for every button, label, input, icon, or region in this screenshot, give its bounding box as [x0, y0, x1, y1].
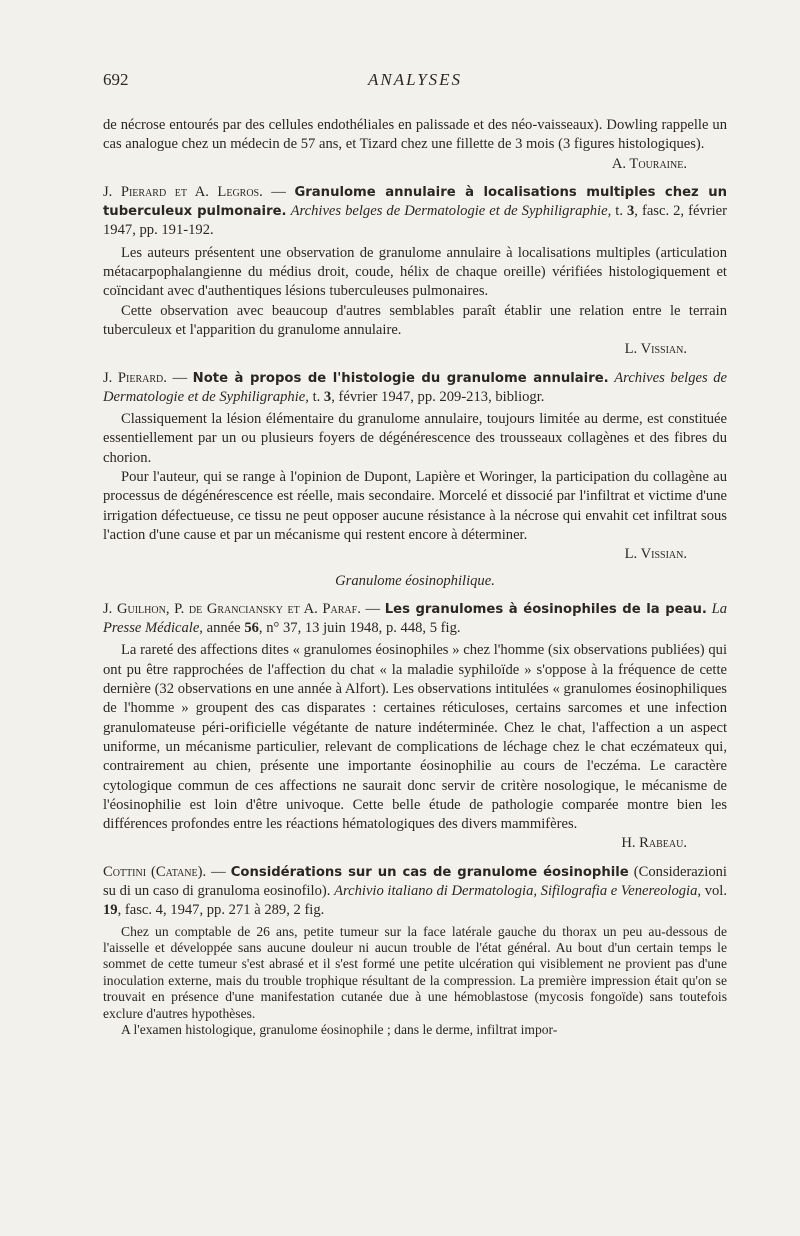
article-1-title: Granulome annulaire à localisations multiples chez un tuberculeux pulmonaire. — [103, 184, 727, 220]
article-1-volume: 3 — [627, 203, 635, 220]
article-1-signature: L. Vissian. — [624, 341, 687, 358]
article-2-signature: L. Vissian. — [624, 546, 687, 563]
article-1-details-pre: t. — [615, 203, 623, 220]
article-4-paragraph-1: Chez un comptable de 26 ans, petite tumeur sur la face latérale gauche du thorax un peu au-dessous de l'aisselle et développée sans aucune douleur ni aucun trouble de l'état général. Au bout d'un certain temps le sommet de cette tumeur s'est abrasé et il s'est formé une petite ulcération qui visiblement ne provient pas d'une inoculation externe, mais du trouble trophique résultant de la compression. La première impression était qu'on se trouvait en présence d'une manifestation cutanée due à une hémoblastose (mycosis fongoïde) sans toutefois exclure d'autres hypothèses. — [103, 923, 727, 1021]
article-2-authors: J. Pierard. — — [103, 369, 188, 386]
article-3-reference — [103, 600, 727, 639]
article-2-paragraph-2: Pour l'auteur, qui se range à l'opinion de Dupont, Lapière et Woringer, la participation du collagène au processus de dégénérescence est réelle, mais secondaire. Morcelé et dissocié par l'infiltrat et victime d'une irrigation défectueuse, ce tissu ne peut opposer aucune résistance à la nécrose qui envahit cet infiltrat sous l'action d'une cause et par un mécanisme qui restent encore à déterminer. — [103, 469, 727, 543]
article-4-original-title: (Considerazioni su di un caso di granuloma eosinofilo). — [103, 863, 727, 899]
article-4-details-pre: vol. — [704, 882, 727, 899]
intro-paragraph: de nécrose entourés par des cellules endothéliales en palissade et des néo-vaisseaux). Dowling rappelle un cas analogue chez un médecin de 57 ans, et Tizard chez une fillette de 3 mois (3 figures histologiques). — [103, 117, 727, 153]
article-3-details: , n° 37, 13 juin 1948, p. 448, 5 fig. — [258, 620, 461, 637]
article-body — [103, 116, 727, 1038]
article-3-signature: H. Rabeau. — [621, 835, 687, 852]
article-2-details: , février 1947, pp. 209-213, bibliogr. — [331, 388, 545, 405]
article-3-paragraph-1: La rareté des affections dites « granulomes éosinophiles » chez l'homme (six observations publiées) qui ont pu être rapprochées de l'affection du chat « la maladie syphiloïde » s'oppose à la fréquence de cette dernière (32 observations en une année à Alfort). Les observations intitulées « granulomes éosinophiliques de l'homme » groupent des cas disparates : certaines réticuloses, certains sarcomes et une infection granulomateuse péri-orificielle végétante de nature indéterminée. Chez le chat, l'affection a un aspect uniforme, un mécanisme particulier, relevant de complications de léchage chez le chat eczémateux qui, contrairement au chien, présente une importante éosinophilie au cours de l'eczéma. Le caractère cytologique commun de ces affections ne saurait donc servir de critère nosologique, le mécanisme de l'éosinophilie est loin d'être univoque. Cette belle étude de pathologie comparée montre bien les différences profondes entre les réactions hématologiques des divers mammifères. — [103, 642, 727, 833]
intro-text — [103, 116, 727, 155]
article-4-paragraph-2: A l'examen histologique, granulome éosinophile ; dans le derme, infiltrat impor- — [121, 1022, 558, 1038]
article-3-details-pre: année — [206, 620, 241, 637]
article-3-journal: La Presse Médicale, — [103, 600, 727, 637]
article-1-journal: Archives belges de Dermatologie et de Syphiligraphie, — [290, 203, 612, 220]
article-1-reference — [103, 183, 727, 241]
article-2-details-pre: t. — [312, 388, 321, 405]
article-1-details: , fasc. 2, février 1947, pp. 191-192. — [103, 203, 727, 239]
article-1-paragraph-1: Les auteurs présentent une observation de granulome annulaire à localisations multiples (articulation métacarpophalangienne du médius droit, coude, hélix de chaque oreille) vérifiées histologiquement et coïncidant avec d'authentiques lésions tuberculeuses pulmonaires. — [103, 244, 727, 300]
article-2-title: Note à propos de l'histologie du granulome annulaire. — [192, 370, 609, 386]
article-1-authors: J. Pierard et A. Legros. — — [103, 183, 286, 200]
running-title: ANALYSES — [367, 70, 463, 89]
article-1-paragraph-2: Cette observation avec beaucoup d'autres semblables paraît établir une relation entre le terrain tuberculeux et l'apparition du granulome annulaire. — [103, 302, 727, 338]
article-3-title: Les granulomes à éosinophiles de la peau. — [384, 601, 707, 617]
article-4-title: Considérations sur un cas de granulome éosinophile — [230, 864, 629, 880]
article-2-volume: 3 — [323, 388, 332, 405]
article-2-journal: Archives belges de Dermatologie et de Syphiligraphie, — [103, 369, 727, 405]
page-number: 692 — [103, 70, 129, 89]
article-3-authors: J. Guilhon, P. de Granciansky et A. Paraf. — — [103, 600, 381, 617]
section-heading — [103, 572, 727, 591]
article-2-paragraph-1: Classiquement la lésion élémentaire du granulome annulaire, toujours limitée au derme, est constituée essentiellement par un ou plusieurs foyers de dégénérescence des trousseaux collagènes et des fibres du chorion. — [103, 411, 727, 466]
intro-signature: A. Touraine. — [611, 155, 687, 172]
section-heading-text: Granulome éosinophilique. — [335, 572, 495, 589]
article-4-authors: Cottini (Catane). — — [103, 863, 226, 880]
article-4-journal: Archivio italiano di Dermatologia, Sifilografia e Venereologia, — [334, 882, 702, 899]
article-2-reference — [103, 369, 727, 408]
article-4-reference — [103, 863, 727, 921]
article-3-volume: 56 — [244, 620, 259, 637]
article-4-volume: 19 — [103, 902, 118, 919]
article-4-details: , fasc. 4, 1947, pp. 271 à 289, 2 fig. — [117, 902, 325, 919]
page-header — [103, 70, 727, 94]
